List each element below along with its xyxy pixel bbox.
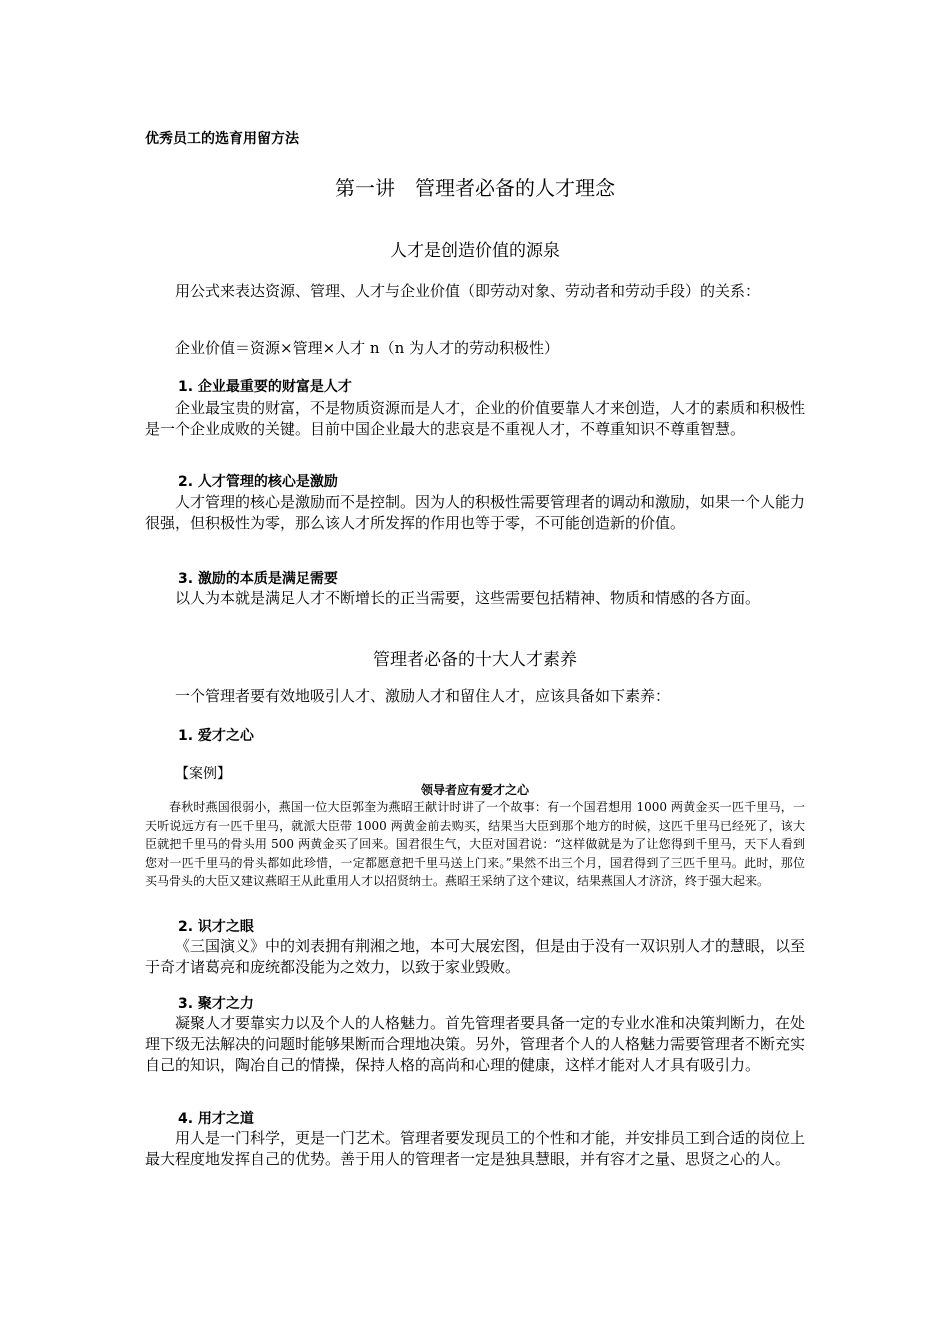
point-3-heading: 3. 激励的本质是满足需要 xyxy=(178,571,338,587)
quality-3-text: 凝聚人才要靠实力以及个人的人格魅力。首先管理者要具备一定的专业水准和决策判断力，在处理下级无法解决的问题时能够果断而合理地决策。另外，管理者个人的人格魅力需要管理者不断充实自己的知识，陶冶自己的情操，保持人格的高尚和心理的健康，这样才能对人才具有吸引力。 xyxy=(145,1014,806,1074)
quality-2-heading: 2. 识才之眼 xyxy=(178,919,254,935)
quality-1-heading: 1. 爱才之心 xyxy=(178,728,254,744)
formula-paragraph: 企业价值＝资源×管理×人才 n（n 为人才的劳动积极性） xyxy=(175,339,559,357)
section-title-ten-qualities: 管理者必备的十大人才素养 xyxy=(373,650,577,670)
quality-4-heading: 4. 用才之道 xyxy=(178,1111,254,1127)
lecture-title: 第一讲 管理者必备的人才理念 xyxy=(335,176,615,200)
quality-2-text: 《三国演义》中的刘表拥有荆湘之地，本可大展宏图，但是由于没有一双识别人才的慧眼，以至于奇才诸葛亮和庞统都没能为之效力，以致于家业毁败。 xyxy=(145,937,806,976)
point-1-text: 企业最宝贵的财富，不是物质资源而是人才，企业的价值要靠人才来创造，人才的素质和积极性是一个企业成败的关键。目前中国企业最大的悲哀是不重视人才，不尊重知识不尊重智慧。 xyxy=(145,399,806,438)
point-2-text: 人才管理的核心是激励而不是控制。因为人的积极性需要管理者的调动和激励，如果一个人能力很强，但积极性为零，那么该人才所发挥的作用也等于零，不可能创造新的价值。 xyxy=(145,493,806,532)
quality-4-text: 用人是一门科学，更是一门艺术。管理者要发现员工的个性和才能，并安排员工到合适的岗位上最大程度地发挥自己的优势。善于用人的管理者一定是独具慧眼，并有容才之量、思贤之心的人。 xyxy=(145,1129,806,1168)
intro-paragraph: 用公式来表达资源、管理、人才与企业价值（即劳动对象、劳动者和劳动手段）的关系： xyxy=(175,282,761,300)
document-header: 优秀员工的选育用留方法 xyxy=(145,131,299,147)
case-text: 春秋时燕国很弱小，燕国一位大臣郭奎为燕昭王献计时讲了一个故事：有一个国君想用 1000 两黄金买一匹千里马，一天听说远方有一匹千里马，就派大臣带 1000 两黄金前去购买，结果当大臣到那个地方的时候，这匹千里马已经死了，该大臣就把千里马的骨头用 500 两黄金买了回来。国君很生气，大臣对国君说：“这样做就是为了让您得到千里马，天下人看到您对一匹千里马的骨头都如此珍惜，一定都愿意把千里马送上门来。”果然不出三个月，国君得到了三匹千里马。此时，那位买马骨头的大臣又建议燕昭王从此重用人才以招贤纳士。燕昭王采纳了这个建议，结果燕国人才济济，终于强大起来。 xyxy=(145,800,805,888)
quality-3-heading: 3. 聚才之力 xyxy=(178,996,254,1012)
section-title-talent-value: 人才是创造价值的源泉 xyxy=(390,241,560,261)
point-3-text: 以人为本就是满足人才不断增长的正当需要，这些需要包括精神、物质和情感的各方面。 xyxy=(175,589,761,607)
case-label: 【案例】 xyxy=(175,766,231,782)
point-1-heading: 1. 企业最重要的财富是人才 xyxy=(178,379,352,395)
point-2-heading: 2. 人才管理的核心是激励 xyxy=(178,474,338,490)
case-title: 领导者应有爱才之心 xyxy=(420,783,529,797)
qualities-intro: 一个管理者要有效地吸引人才、激励人才和留住人才，应该具备如下素养： xyxy=(175,687,671,705)
